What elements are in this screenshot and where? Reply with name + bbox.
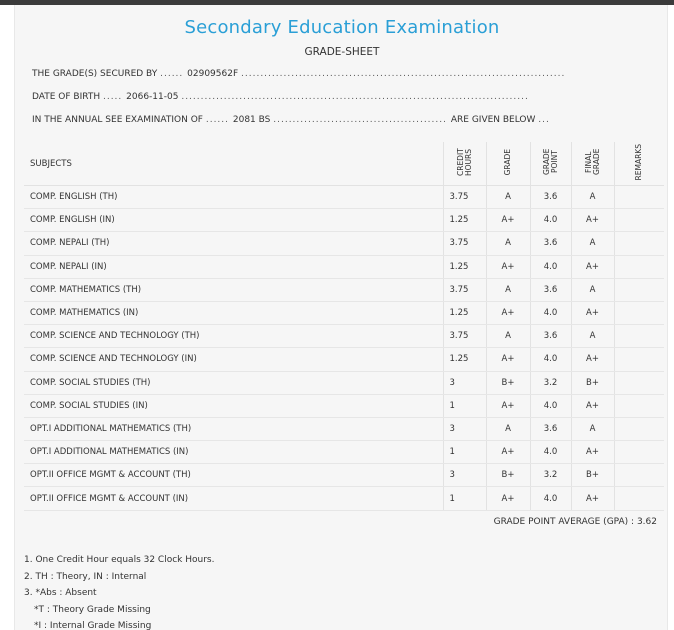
- note-item: 3. *Abs : Absent: [24, 588, 97, 598]
- cell-grade-point: 3.6: [530, 417, 571, 440]
- note-item: *I : Internal Grade Missing: [34, 621, 152, 630]
- cell-subject: OPT.II OFFICE MGMT & ACCOUNT (TH): [24, 464, 443, 487]
- header-final-grade-label: FINAL GRADE: [583, 148, 601, 176]
- cell-grade: A+: [486, 209, 530, 232]
- cell-remarks: [614, 441, 664, 464]
- cell-credit-hours: 3.75: [443, 278, 486, 301]
- cell-final-grade: A+: [571, 301, 614, 324]
- cell-remarks: [614, 255, 664, 278]
- cell-final-grade: B+: [571, 464, 614, 487]
- symbol-number: 02909562F: [187, 69, 239, 79]
- cell-grade: A: [486, 278, 530, 301]
- cell-grade-point: 4.0: [530, 394, 571, 417]
- gpa-line: [494, 517, 657, 527]
- cell-grade-point: 4.0: [530, 209, 571, 232]
- dot-leader: .....: [102, 92, 127, 102]
- cell-grade: A+: [486, 301, 530, 324]
- cell-remarks: [614, 464, 664, 487]
- cell-credit-hours: 3.75: [443, 186, 486, 209]
- info-dob-line: [32, 92, 529, 102]
- dob-value: 2066-11-05: [126, 92, 179, 102]
- cell-remarks: [614, 186, 664, 209]
- note-item: *T : Theory Grade Missing: [34, 604, 151, 615]
- cell-subject: COMP. MATHEMATICS (TH): [24, 278, 443, 301]
- table-row: [24, 394, 664, 417]
- cell-subject: COMP. ENGLISH (IN): [24, 209, 443, 232]
- cell-grade: A+: [486, 394, 530, 417]
- table-row: [24, 301, 664, 324]
- cell-subject: COMP. NEPALI (TH): [24, 232, 443, 255]
- dot-leader: ......: [160, 69, 188, 79]
- cell-remarks: [614, 394, 664, 417]
- cell-grade: B+: [486, 371, 530, 394]
- dot-leader: .............................................: [273, 115, 451, 125]
- grades-secured-label: THE GRADE(S) SECURED BY: [32, 69, 158, 79]
- cell-final-grade: A+: [571, 348, 614, 371]
- cell-grade-point: 3.6: [530, 232, 571, 255]
- cell-final-grade: A+: [571, 487, 614, 510]
- cell-grade-point: 4.0: [530, 487, 571, 510]
- cell-subject: COMP. SOCIAL STUDIES (TH): [24, 371, 443, 394]
- note-item: 2. TH : Theory, IN : Internal: [24, 571, 147, 582]
- cell-final-grade: A+: [571, 209, 614, 232]
- header-grade-point-label: GRADE POINT: [541, 148, 559, 176]
- notes: [24, 552, 214, 630]
- cell-grade-point: 4.0: [530, 301, 571, 324]
- table-row: [24, 255, 664, 278]
- gpa-value: 3.62: [636, 517, 657, 527]
- info-exam-line: [32, 115, 550, 125]
- page-title: Secondary Education Examination: [184, 17, 500, 38]
- table-row: [24, 325, 664, 348]
- cell-subject: COMP. SOCIAL STUDIES (IN): [24, 394, 443, 417]
- cell-final-grade: A: [571, 232, 614, 255]
- grade-sheet: [14, 5, 668, 630]
- cell-grade: A: [486, 417, 530, 440]
- cell-credit-hours: 1: [443, 441, 486, 464]
- cell-grade: A+: [486, 348, 530, 371]
- dot-leader: ...: [538, 115, 550, 125]
- cell-grade: A: [486, 232, 530, 255]
- note-item: 1. One Credit Hour equals 32 Clock Hours.: [24, 555, 215, 565]
- dot-leader: ..........................................................................................: [181, 92, 529, 102]
- cell-credit-hours: 3.75: [443, 232, 486, 255]
- cell-remarks: [614, 371, 664, 394]
- cell-credit-hours: 1.25: [443, 301, 486, 324]
- cell-grade-point: 3.2: [530, 371, 571, 394]
- cell-grade-point: 4.0: [530, 348, 571, 371]
- table-header-row: [24, 142, 664, 186]
- cell-grade-point: 4.0: [530, 441, 571, 464]
- cell-credit-hours: 3: [443, 371, 486, 394]
- table-row: [24, 186, 664, 209]
- cell-remarks: [614, 417, 664, 440]
- info-symbol-line: [32, 69, 565, 79]
- cell-grade: B+: [486, 464, 530, 487]
- cell-credit-hours: 1.25: [443, 209, 486, 232]
- cell-credit-hours: 3: [443, 417, 486, 440]
- header-credit-hours: [443, 142, 486, 186]
- cell-grade: A+: [486, 487, 530, 510]
- header-grade-point: [530, 142, 571, 186]
- cell-grade-point: 4.0: [530, 255, 571, 278]
- header-grade-label: GRADE: [503, 148, 512, 176]
- cell-credit-hours: 3.75: [443, 325, 486, 348]
- exam-label: IN THE ANNUAL SEE EXAMINATION OF: [32, 115, 203, 125]
- cell-remarks: [614, 348, 664, 371]
- table-row: [24, 441, 664, 464]
- cell-grade: A+: [486, 441, 530, 464]
- exam-year: 2081 BS: [232, 115, 271, 125]
- grades-table-body: [24, 186, 664, 511]
- cell-final-grade: A: [571, 186, 614, 209]
- header-remarks: [614, 142, 664, 186]
- cell-grade: A: [486, 186, 530, 209]
- table-row: [24, 464, 664, 487]
- cell-grade-point: 3.2: [530, 464, 571, 487]
- cell-subject: OPT.I ADDITIONAL MATHEMATICS (TH): [24, 417, 443, 440]
- sheet-subtitle: GRADE-SHEET: [304, 46, 380, 58]
- header-remarks-label: REMARKS: [634, 143, 644, 181]
- header-credit-hours-label: CREDIT HOURS: [455, 148, 473, 176]
- cell-credit-hours: 1: [443, 487, 486, 510]
- cell-remarks: [614, 209, 664, 232]
- cell-remarks: [614, 325, 664, 348]
- cell-credit-hours: 3: [443, 464, 486, 487]
- cell-subject: COMP. ENGLISH (TH): [24, 186, 443, 209]
- cell-final-grade: A+: [571, 441, 614, 464]
- gpa-label: GRADE POINT AVERAGE (GPA) :: [493, 517, 635, 527]
- dot-leader: ....................................................................................: [241, 69, 566, 79]
- cell-grade-point: 3.6: [530, 186, 571, 209]
- cell-subject: COMP. SCIENCE AND TECHNOLOGY (TH): [24, 325, 443, 348]
- grades-table: [24, 142, 664, 511]
- table-row: [24, 209, 664, 232]
- header-grade: [486, 142, 530, 186]
- cell-subject: OPT.II OFFICE MGMT & ACCOUNT (IN): [24, 487, 443, 510]
- cell-final-grade: A+: [571, 394, 614, 417]
- cell-final-grade: A+: [571, 255, 614, 278]
- header-final-grade: [571, 142, 614, 186]
- table-row: [24, 371, 664, 394]
- table-row: [24, 348, 664, 371]
- cell-grade-point: 3.6: [530, 325, 571, 348]
- cell-grade: A+: [486, 255, 530, 278]
- table-row: [24, 232, 664, 255]
- cell-final-grade: A: [571, 278, 614, 301]
- cell-final-grade: A: [571, 325, 614, 348]
- cell-remarks: [614, 301, 664, 324]
- cell-credit-hours: 1.25: [443, 255, 486, 278]
- cell-grade-point: 3.6: [530, 278, 571, 301]
- cell-remarks: [614, 232, 664, 255]
- table-row: [24, 417, 664, 440]
- cell-credit-hours: 1.25: [443, 348, 486, 371]
- table-row: [24, 278, 664, 301]
- cell-grade: A: [486, 325, 530, 348]
- cell-subject: COMP. MATHEMATICS (IN): [24, 301, 443, 324]
- cell-remarks: [614, 487, 664, 510]
- cell-subject: OPT.I ADDITIONAL MATHEMATICS (IN): [24, 441, 443, 464]
- cell-subject: COMP. SCIENCE AND TECHNOLOGY (IN): [24, 348, 443, 371]
- header-subjects: SUBJECTS: [24, 142, 443, 186]
- given-below-label: ARE GIVEN BELOW: [450, 115, 536, 125]
- cell-remarks: [614, 278, 664, 301]
- dot-leader: ......: [205, 115, 233, 125]
- cell-subject: COMP. NEPALI (IN): [24, 255, 443, 278]
- table-row: [24, 487, 664, 510]
- cell-credit-hours: 1: [443, 394, 486, 417]
- dob-label: DATE OF BIRTH: [32, 92, 101, 102]
- cell-final-grade: B+: [571, 371, 614, 394]
- cell-final-grade: A: [571, 417, 614, 440]
